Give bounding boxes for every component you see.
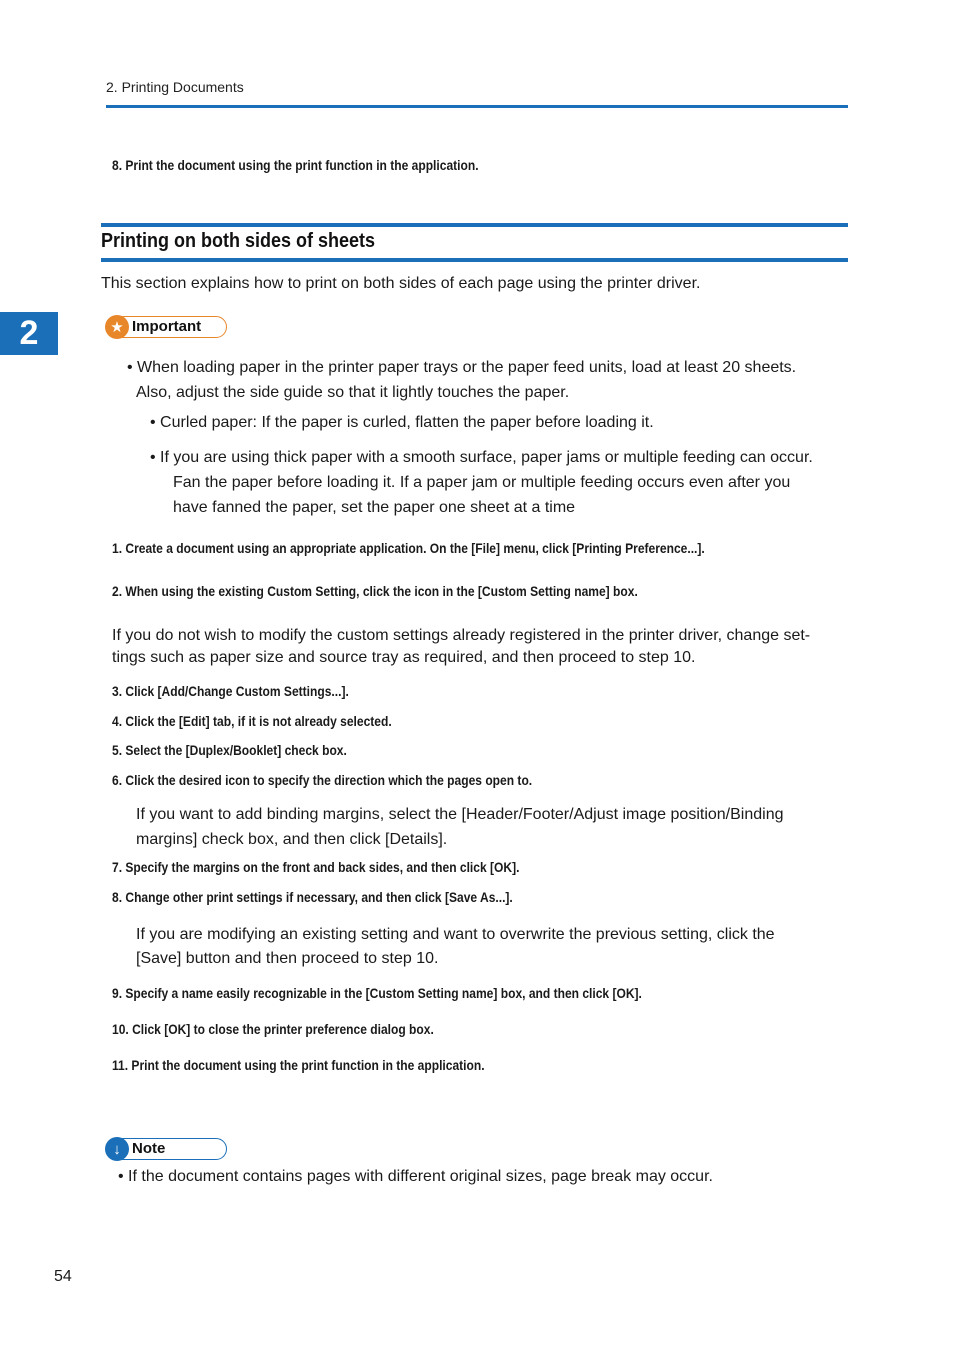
breadcrumb: 2. Printing Documents	[106, 79, 244, 95]
note-bullet-1: • If the document contains pages with different original sizes, page break may occur.	[118, 1168, 713, 1185]
step-6: 6. Click the desired icon to specify the direction which the pages open to.	[112, 772, 533, 788]
important-bullet-1-line-1: • When loading paper in the printer paper trays or the paper feed units, load at least 20 sheets.	[127, 359, 797, 376]
important-sub-2-line-3: have fanned the paper, set the paper one sheet at a time	[173, 499, 576, 516]
header-rule	[106, 105, 848, 108]
star-icon: ★	[105, 315, 129, 339]
step-8-note-line-1: If you are modifying an existing setting and want to overwrite the previous setting, click the	[136, 926, 775, 943]
step-8: 8. Change other print settings if necessary, and then click [Save As...].	[112, 889, 513, 905]
step-2: 2. When using the existing Custom Setting, click the icon in the [Custom Setting name] box.	[112, 583, 638, 599]
step-7: 7. Specify the margins on the front and back sides, and then click [OK].	[112, 859, 520, 875]
step-9: 9. Specify a name easily recognizable in the [Custom Setting name] box, and then click [OK].	[112, 985, 642, 1001]
note-badge	[107, 1138, 227, 1160]
step-10: 10. Click [OK] to close the printer preference dialog box.	[112, 1021, 434, 1037]
important-label: Important	[132, 318, 202, 335]
previous-step: 8. Print the document using the print function in the application.	[112, 157, 479, 173]
step-3: 3. Click [Add/Change Custom Settings...].	[112, 683, 349, 699]
important-badge	[107, 316, 227, 338]
step-11: 11. Print the document using the print function in the application.	[112, 1057, 485, 1073]
step-8-note-line-2: [Save] button and then proceed to step 10.	[136, 950, 439, 967]
note-label: Note	[132, 1140, 166, 1157]
chapter-tab: 2	[0, 312, 58, 355]
section-intro: This section explains how to print on both sides of each page using the printer driver.	[101, 275, 701, 292]
important-sub-2-line-1: • If you are using thick paper with a smooth surface, paper jams or multiple feeding can occur.	[150, 449, 813, 466]
section-title: Printing on both sides of sheets	[101, 230, 376, 252]
section-bar-bottom	[101, 258, 848, 262]
down-arrow-icon: ↓	[105, 1137, 129, 1161]
section-bar-top	[101, 223, 848, 227]
step-2-note-line-1: If you do not wish to modify the custom settings already registered in the printer driver, change set-	[112, 627, 811, 644]
step-4: 4. Click the [Edit] tab, if it is not already selected.	[112, 713, 392, 729]
important-sub-1: • Curled paper: If the paper is curled, flatten the paper before loading it.	[150, 414, 654, 431]
page-number: 54	[54, 1268, 72, 1285]
step-1: 1. Create a document using an appropriate application. On the [File] menu, click [Printing Preference...].	[112, 540, 705, 556]
step-6-note-line-1: If you want to add binding margins, select the [Header/Footer/Adjust image position/Binding	[136, 806, 784, 823]
important-sub-2-line-2: Fan the paper before loading it. If a paper jam or multiple feeding occurs even after you	[173, 474, 791, 491]
step-5: 5. Select the [Duplex/Booklet] check box.	[112, 742, 347, 758]
important-bullet-1-line-2: Also, adjust the side guide so that it lightly touches the paper.	[136, 384, 570, 401]
step-6-note-line-2: margins] check box, and then click [Details].	[136, 831, 448, 848]
step-2-note-line-2: tings such as paper size and source tray as required, and then proceed to step 10.	[112, 649, 696, 666]
